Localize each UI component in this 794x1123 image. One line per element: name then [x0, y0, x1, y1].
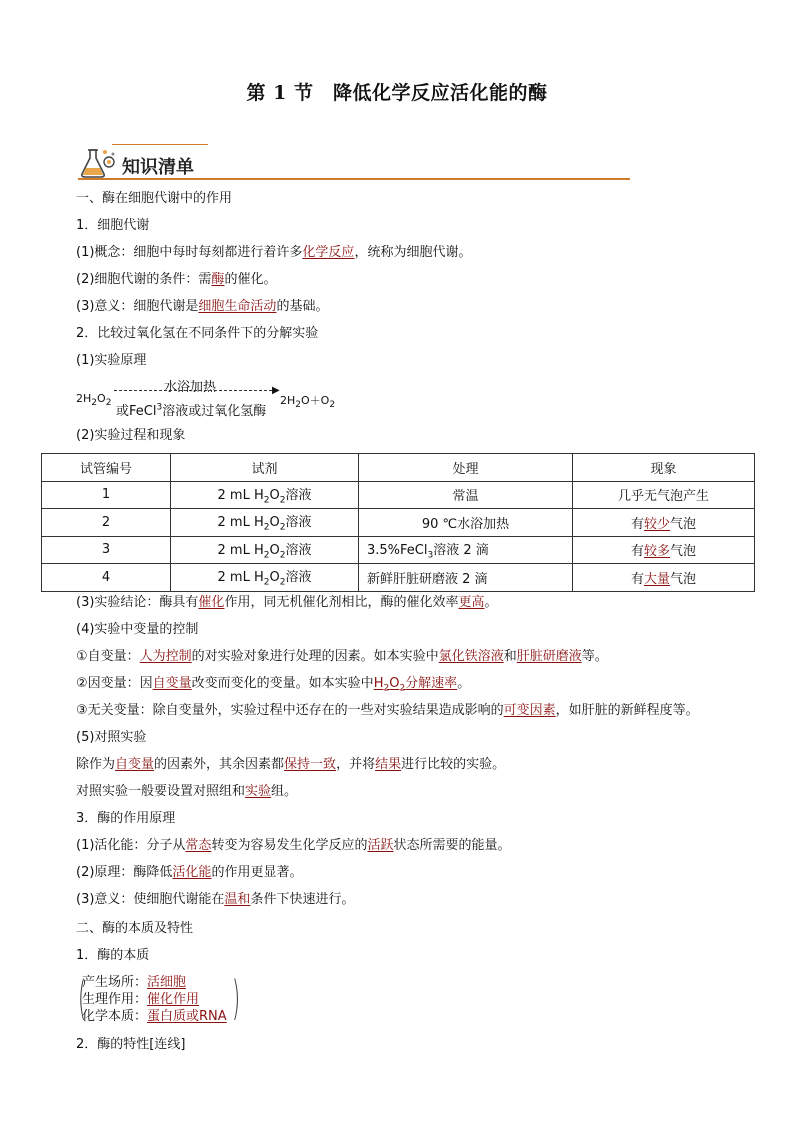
answer-blank: 较少	[643, 516, 670, 532]
section-title: 知识清单	[122, 157, 194, 178]
text: 转变为容易发生化学反应的	[211, 838, 368, 853]
answer-blank: 实验	[245, 784, 272, 799]
answer-blank: 催化	[198, 595, 225, 610]
text: 的作用更显著。	[211, 865, 303, 880]
text: O	[269, 487, 280, 503]
text: 气泡	[670, 544, 697, 560]
answer-blank: 结果	[375, 757, 402, 772]
answer-blank: 肝脏研磨液	[516, 649, 582, 664]
subscript: 2	[399, 683, 406, 694]
heading-2: 二、酶的本质及特性	[76, 921, 194, 936]
answer-blank: 可变因素	[503, 703, 556, 718]
text: 作用，同无机催化剂相比，酶的催化效率	[224, 595, 459, 610]
text: 的基础。	[276, 299, 329, 314]
text: (1)活化能：分子从	[76, 838, 186, 853]
answer-blank: 保持一致	[284, 757, 337, 772]
table-row	[42, 509, 755, 537]
text: O＋O	[301, 394, 330, 407]
text: 化学本质：	[82, 1009, 148, 1024]
equation-condition-bottom	[116, 400, 266, 419]
tube-number: 2	[42, 509, 171, 537]
column-header: 试管编号	[42, 454, 171, 482]
phenomenon-cell: 几乎无气泡产生	[573, 481, 755, 509]
line-control-experiment: (5)对照实验	[76, 730, 147, 745]
subscript: 2	[383, 683, 390, 694]
line-extraneous-variable	[76, 702, 699, 720]
subscript: 2	[263, 550, 270, 561]
text: 和	[503, 649, 517, 664]
reagent-cell	[171, 509, 359, 537]
text: 气泡	[670, 571, 697, 587]
text: 有	[630, 544, 644, 560]
text: 溶液	[285, 542, 312, 558]
subscript: 2	[279, 523, 286, 534]
text: (3)实验结论：酶具有	[76, 595, 199, 610]
line-independent-variable	[76, 648, 608, 666]
answer-blank: 自变量	[152, 676, 192, 691]
subheading-nature: 1．酶的本质	[76, 948, 150, 963]
text: (3)意义：使细胞代谢能在	[76, 892, 225, 907]
text: 生理作用：	[82, 992, 148, 1007]
text: 3.5%FeCl	[367, 542, 428, 558]
line-dependent-variable	[76, 675, 470, 698]
table-row	[42, 564, 755, 592]
answer-blank: 更高	[458, 595, 485, 610]
text: 产生场所：	[82, 975, 148, 990]
table-row	[42, 481, 755, 509]
treatment-cell: 90 ℃水浴加热	[359, 509, 573, 537]
text: 的催化。	[224, 272, 277, 287]
text: 。	[484, 595, 498, 610]
text: 溶液或过氧化氢酶	[162, 404, 267, 419]
subscript: 2	[105, 398, 112, 409]
line-activation-energy	[76, 837, 510, 855]
column-header: 现象	[573, 454, 755, 482]
text: 2 mL H	[217, 487, 264, 503]
text: (1)概念：细胞中每时每刻都进行着许多	[76, 245, 303, 260]
line-significance	[76, 298, 328, 316]
text: 2 mL H	[217, 570, 264, 586]
subheading-mechanism: 3．酶的作用原理	[76, 811, 176, 826]
text: 有	[630, 516, 644, 532]
text: 2H	[280, 394, 296, 407]
answer-blank: 活化能	[172, 865, 212, 880]
text: 状态所需要的能量。	[393, 838, 511, 853]
text: 的对实验对象进行处理的因素。如本实验中	[191, 649, 439, 664]
equation-reactant	[76, 392, 111, 408]
tube-number: 4	[42, 564, 171, 592]
text: 对照实验一般要设置对照组和	[76, 784, 246, 799]
answer-blank: 细胞生命活动	[198, 299, 277, 314]
arrow-icon: ▶	[272, 385, 280, 396]
line-control-groups	[76, 783, 297, 801]
answer-blank: 大量	[643, 571, 670, 587]
answer-blank: 温和	[224, 892, 251, 907]
text: 2 mL H	[217, 515, 264, 531]
answer-blank: 常态	[185, 838, 212, 853]
page-title: 第 1 节 降低化学反应活化能的酶	[246, 82, 548, 104]
subscript: 2	[263, 578, 270, 589]
text: ，如肝脏的新鲜程度等。	[555, 703, 699, 718]
answer-blank: 氯化铁溶液	[438, 649, 504, 664]
table-header-row	[42, 454, 755, 482]
enzyme-nature-brace	[78, 972, 248, 1028]
answer-blank: 酶	[211, 272, 225, 287]
text: 或FeCl	[116, 404, 157, 419]
treatment-cell: 新鲜肝脏研磨液 2 滴	[359, 564, 573, 592]
text: 改变而变化的变量。如本实验中	[191, 676, 374, 691]
line-mechanism-significance	[76, 891, 354, 909]
text: 条件下快速进行。	[250, 892, 355, 907]
answer-blank: 化学反应	[302, 245, 355, 260]
text: (2)原理：酶降低	[76, 865, 173, 880]
nature-row	[82, 991, 227, 1008]
line-principle: (1)实验原理	[76, 353, 147, 368]
phenomenon-cell	[573, 536, 755, 564]
text: (2)细胞代谢的条件：需	[76, 272, 212, 287]
text: O	[269, 570, 280, 586]
text: 溶液 2 滴	[433, 542, 489, 558]
text: 进行比较的实验。	[401, 757, 506, 772]
subscript: 2	[329, 400, 336, 411]
line-control-definition	[76, 756, 505, 774]
subscript: 2	[263, 523, 270, 534]
tube-number: 3	[42, 536, 171, 564]
heading-1: 一、酶在细胞代谢中的作用	[76, 191, 233, 206]
reagent-cell	[171, 564, 359, 592]
answer-blank: 自变量	[115, 757, 155, 772]
phenomenon-cell	[573, 564, 755, 592]
equation-product	[280, 392, 335, 410]
line-concept	[76, 244, 471, 262]
line-conclusion	[76, 594, 497, 612]
section-header	[78, 142, 630, 182]
text: (3)意义：细胞代谢是	[76, 299, 199, 314]
answer-blank: 人为控制	[139, 649, 192, 664]
nature-row	[82, 1008, 227, 1025]
reagent-cell	[171, 481, 359, 509]
line-condition	[76, 271, 276, 289]
equation-dashed-line	[114, 390, 272, 391]
text: ②因变量：因	[76, 676, 153, 691]
line-principle-mechanism	[76, 864, 302, 882]
header-top-rule	[112, 144, 208, 145]
text: ，并将	[336, 757, 376, 772]
phenomenon-cell	[573, 509, 755, 537]
treatment-cell	[359, 536, 573, 564]
flask-icon	[78, 146, 118, 180]
treatment-cell: 常温	[359, 481, 573, 509]
text: ①自变量：	[76, 649, 140, 664]
line-procedure: (2)实验过程和现象	[76, 428, 186, 443]
column-header: 试剂	[171, 454, 359, 482]
superscript: 3	[156, 402, 163, 413]
text: 2H	[76, 392, 92, 405]
text: ③无关变量：除自变量外，实验过程中还存在的一些对实验结果造成影响的	[76, 703, 504, 718]
text: 组。	[271, 784, 298, 799]
text: 气泡	[670, 516, 697, 532]
subscript: 2	[279, 495, 286, 506]
column-header: 处理	[359, 454, 573, 482]
subscript: 2	[279, 578, 286, 589]
text: O	[269, 542, 280, 558]
experiment-table	[41, 453, 755, 592]
answer-blank: 催化作用	[147, 992, 200, 1007]
reaction-equation	[76, 376, 356, 419]
text: O	[97, 392, 106, 405]
subscript: 3	[427, 550, 434, 561]
text: 等。	[581, 649, 608, 664]
subscript: 2	[279, 550, 286, 561]
subheading-experiment: 2．比较过氧化氢在不同条件下的分解实验	[76, 326, 319, 341]
text: 溶液	[285, 487, 312, 503]
text: O	[269, 515, 280, 531]
text: H	[373, 676, 384, 691]
text: 除作为	[76, 757, 116, 772]
text: 有	[630, 571, 644, 587]
text: 2 mL H	[217, 542, 264, 558]
answer-blank: 较多	[643, 544, 670, 560]
right-brace: )	[232, 971, 241, 1025]
text: O	[389, 676, 400, 691]
text: 溶液	[285, 515, 312, 531]
answer-blank: 活细胞	[147, 975, 187, 990]
text: 分解速率	[405, 676, 458, 691]
subscript: 2	[295, 400, 302, 411]
text: 的因素外，其余因素都	[154, 757, 285, 772]
text: ，统称为细胞代谢。	[354, 245, 472, 260]
nature-rows	[82, 974, 227, 1025]
answer-blank: 活跃	[367, 838, 394, 853]
answer-blank: 蛋白质或RNA	[147, 1009, 227, 1024]
header-underline	[78, 178, 630, 180]
table-row	[42, 536, 755, 564]
subscript: 2	[91, 398, 98, 409]
subheading-metabolism: 1．细胞代谢	[76, 218, 150, 233]
answer-blank	[373, 676, 458, 694]
equation-condition-top: 水浴加热	[164, 380, 217, 395]
text: 溶液	[285, 570, 312, 586]
subheading-properties: 2．酶的特性[连线]	[76, 1037, 186, 1052]
left-brace: (	[78, 971, 87, 1025]
text: 。	[457, 676, 471, 691]
line-variables: (4)实验中变量的控制	[76, 622, 199, 637]
nature-row	[82, 974, 227, 991]
subscript: 2	[263, 495, 270, 506]
reagent-cell	[171, 536, 359, 564]
tube-number: 1	[42, 481, 171, 509]
